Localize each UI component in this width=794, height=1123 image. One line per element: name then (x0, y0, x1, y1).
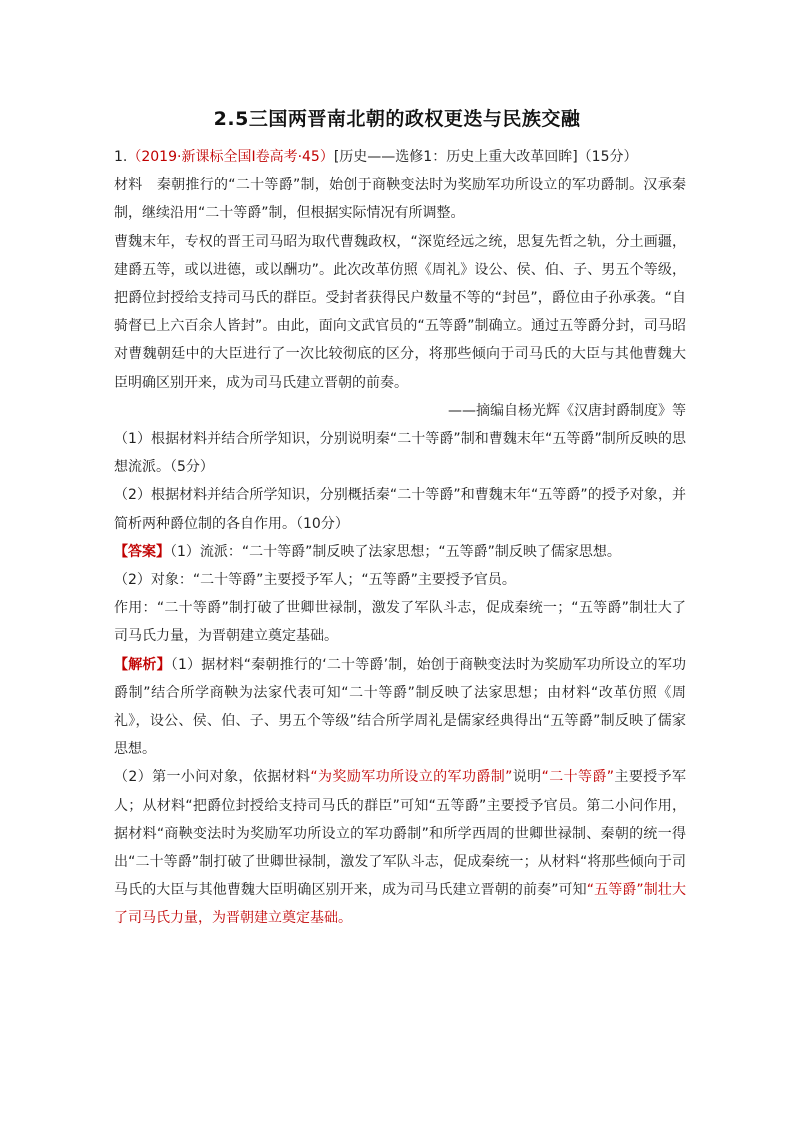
analysis-quote-2: “二十等爵” (541, 769, 615, 786)
analysis-quote-1: “为奖励军功所设立的军功爵制” (310, 769, 513, 786)
material-paragraph-2: 曹魏末年，专权的晋王司马昭为取代曹魏政权，“深览经远之统，思复先哲之轨，分土画疆，建爵五等，或以进德，或以酬功”。此次改革仿照《周礼》设公、侯、伯、子、男五个等级，把爵位封授给支持司马氏的群臣。受封者获得民户数量不等的“封邑”，爵位由子孙承袭。“自骑督已上六百余人皆封”。由此，面向文武官员的“五等爵”制确立。通过五等爵分封，司马昭对曹魏朝廷中的大臣进行了一次比较彻底的区分，将那些倾向于司马氏的大臣与其他曹魏大臣明确区别开来，成为司马氏建立晋朝的前奏。 (114, 233, 686, 391)
analysis-text-1: （1）据材料“秦朝推行的‘二十等爵’制，始创于商鞅变法时为奖励军功所设立的军功爵制”结合所学商鞅为法家代表可知“二十等爵”制反映了法家思想；由材料“改革仿照《周礼》，设公、侯、伯、子、男五个等级”结合所学周礼是儒家经典得出“五等爵”制反映了儒家思想。 (114, 656, 687, 758)
answer-line-2: （2）对象：“二十等爵”主要授予军人；“五等爵”主要授予官员。 (114, 572, 516, 589)
analysis-label: 【解析】 (114, 656, 171, 673)
question-section: [历史——选修1：历史上重大改革回眸]（15分） (333, 149, 638, 165)
material-citation: ——摘编自杨光辉《汉唐封爵制度》等 (448, 402, 686, 419)
answer-label: 【答案】 (114, 543, 170, 560)
question-number: 1. (114, 149, 128, 165)
document-body (114, 143, 686, 933)
sub-question-1: （1）根据材料并结合所学知识，分别说明秦“二十等爵”制和曹魏末年“五等爵”制所反映的思想流派。（5分） (114, 431, 686, 476)
sub-question-2: （2）根据材料并结合所学知识，分别概括秦“二十等爵”和曹魏末年“五等爵”的授予对象，并简析两种爵位制的各自作用。（10分） (114, 487, 686, 532)
answer-line-1 (114, 538, 686, 566)
answer-text-1: （1）流派：“二十等爵”制反映了法家思想；“五等爵”制反映了儒家思想。 (170, 543, 621, 560)
analysis-conclusion: “五等爵”制壮大了司马氏力量，为晋朝建立奠定基础。 (114, 882, 686, 927)
material-paragraph-1: 材料 秦朝推行的“二十等爵”制，始创于商鞅变法时为奖励军功所设立的军功爵制。汉承秦制，继续沿用“二十等爵”制，但根据实际情况有所调整。 (114, 177, 686, 222)
question-source: （2019·新课标全国Ⅰ卷高考·45） (127, 149, 334, 165)
analysis-paragraph-2 (114, 763, 686, 932)
analysis-text-2a: （2）第一小问对象，依据材料 (114, 769, 311, 786)
analysis-text-2e: 主要授予军人；从材料“把爵位封授给支持司马氏的群臣”可知“五等爵”主要授予官员。第二小问作用，据材料“商鞅变法时为奖励军功所设立的军功爵制”和所学西周的世卿世禄制、秦朝的统一得出“二十等爵”制打破了世卿世禄制，激发了军队斗志，促成秦统一；从材料“将那些倾向于司马氏的大臣与其他曹魏大臣明确区别开来，成为司马氏建立晋朝的前奏”可知 (114, 769, 686, 899)
page-title: 2.5三国两晋南北朝的政权更迭与民族交融 (213, 108, 581, 130)
answer-line-3: 作用：“二十等爵”制打破了世卿世禄制，激发了军队斗志，促成秦统一；“五等爵”制壮大了司马氏力量，为晋朝建立奠定基础。 (114, 600, 686, 645)
question-header (114, 143, 686, 171)
analysis-paragraph-1 (114, 651, 686, 764)
analysis-text-2c: 说明 (512, 769, 542, 786)
